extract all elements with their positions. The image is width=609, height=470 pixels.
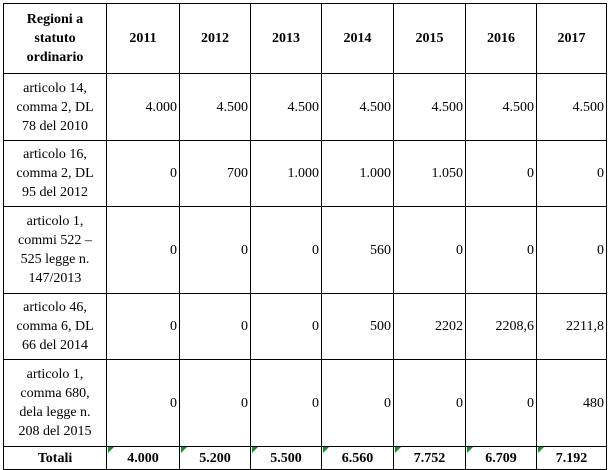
row-label: articolo 1, comma 680, dela legge n. 208 del 2015 bbox=[4, 360, 107, 447]
value-cell: 0 bbox=[251, 294, 322, 360]
value-cell: 0 bbox=[180, 207, 251, 294]
value-cell: 0 bbox=[251, 360, 322, 447]
formula-marker-icon bbox=[467, 447, 473, 453]
funding-table bbox=[3, 3, 607, 470]
table-row bbox=[4, 74, 607, 141]
value-cell: 0 bbox=[107, 207, 180, 294]
total-cell: 6.709 bbox=[466, 447, 537, 470]
value-cell: 2202 bbox=[394, 294, 466, 360]
value-cell: 0 bbox=[107, 141, 180, 207]
value-cell: 0 bbox=[466, 360, 537, 447]
table-row bbox=[4, 360, 607, 447]
value-cell: 4.000 bbox=[107, 74, 180, 141]
value-cell: 1.000 bbox=[251, 141, 322, 207]
value-cell: 0 bbox=[107, 294, 180, 360]
value-cell: 500 bbox=[322, 294, 394, 360]
value-cell: 1.000 bbox=[322, 141, 394, 207]
corner-header: Regioni a statuto ordinario bbox=[4, 4, 107, 74]
value-cell: 0 bbox=[466, 141, 537, 207]
value-cell: 0 bbox=[251, 207, 322, 294]
formula-marker-icon bbox=[323, 447, 329, 453]
value-cell: 4.500 bbox=[537, 74, 607, 141]
value-cell: 4.500 bbox=[466, 74, 537, 141]
year-header: 2013 bbox=[251, 4, 322, 74]
total-cell: 7.192 bbox=[537, 447, 607, 470]
total-cell: 4.000 bbox=[107, 447, 180, 470]
value-cell: 0 bbox=[466, 207, 537, 294]
year-header: 2015 bbox=[394, 4, 466, 74]
header-row bbox=[4, 4, 607, 74]
formula-marker-icon bbox=[538, 447, 544, 453]
value-cell: 480 bbox=[537, 360, 607, 447]
total-cell: 7.752 bbox=[394, 447, 466, 470]
table-row bbox=[4, 141, 607, 207]
value-cell: 0 bbox=[537, 141, 607, 207]
value-cell: 1.050 bbox=[394, 141, 466, 207]
row-label: articolo 16, comma 2, DL 95 del 2012 bbox=[4, 141, 107, 207]
year-header: 2017 bbox=[537, 4, 607, 74]
value-cell: 700 bbox=[180, 141, 251, 207]
value-cell: 0 bbox=[180, 294, 251, 360]
row-label: articolo 46, comma 6, DL 66 del 2014 bbox=[4, 294, 107, 360]
totals-label: Totali bbox=[4, 447, 107, 470]
value-cell: 0 bbox=[180, 360, 251, 447]
formula-marker-icon bbox=[252, 447, 258, 453]
value-cell: 4.500 bbox=[394, 74, 466, 141]
total-cell: 5.200 bbox=[180, 447, 251, 470]
formula-marker-icon bbox=[181, 447, 187, 453]
value-cell: 560 bbox=[322, 207, 394, 294]
value-cell: 4.500 bbox=[251, 74, 322, 141]
year-header: 2014 bbox=[322, 4, 394, 74]
year-header: 2011 bbox=[107, 4, 180, 74]
value-cell: 0 bbox=[394, 207, 466, 294]
total-cell: 5.500 bbox=[251, 447, 322, 470]
value-cell: 2208,6 bbox=[466, 294, 537, 360]
value-cell: 4.500 bbox=[322, 74, 394, 141]
value-cell: 0 bbox=[107, 360, 180, 447]
row-label: articolo 1, commi 522 – 525 legge n. 147/2013 bbox=[4, 207, 107, 294]
value-cell: 4.500 bbox=[180, 74, 251, 141]
value-cell: 0 bbox=[322, 360, 394, 447]
table-row bbox=[4, 294, 607, 360]
totals-row bbox=[4, 447, 607, 470]
value-cell: 0 bbox=[394, 360, 466, 447]
year-header: 2016 bbox=[466, 4, 537, 74]
value-cell: 0 bbox=[537, 207, 607, 294]
table-row bbox=[4, 207, 607, 294]
total-cell: 6.560 bbox=[322, 447, 394, 470]
formula-marker-icon bbox=[395, 447, 401, 453]
formula-marker-icon bbox=[108, 447, 114, 453]
value-cell: 2211,8 bbox=[537, 294, 607, 360]
row-label: articolo 14, comma 2, DL 78 del 2010 bbox=[4, 74, 107, 141]
year-header: 2012 bbox=[180, 4, 251, 74]
